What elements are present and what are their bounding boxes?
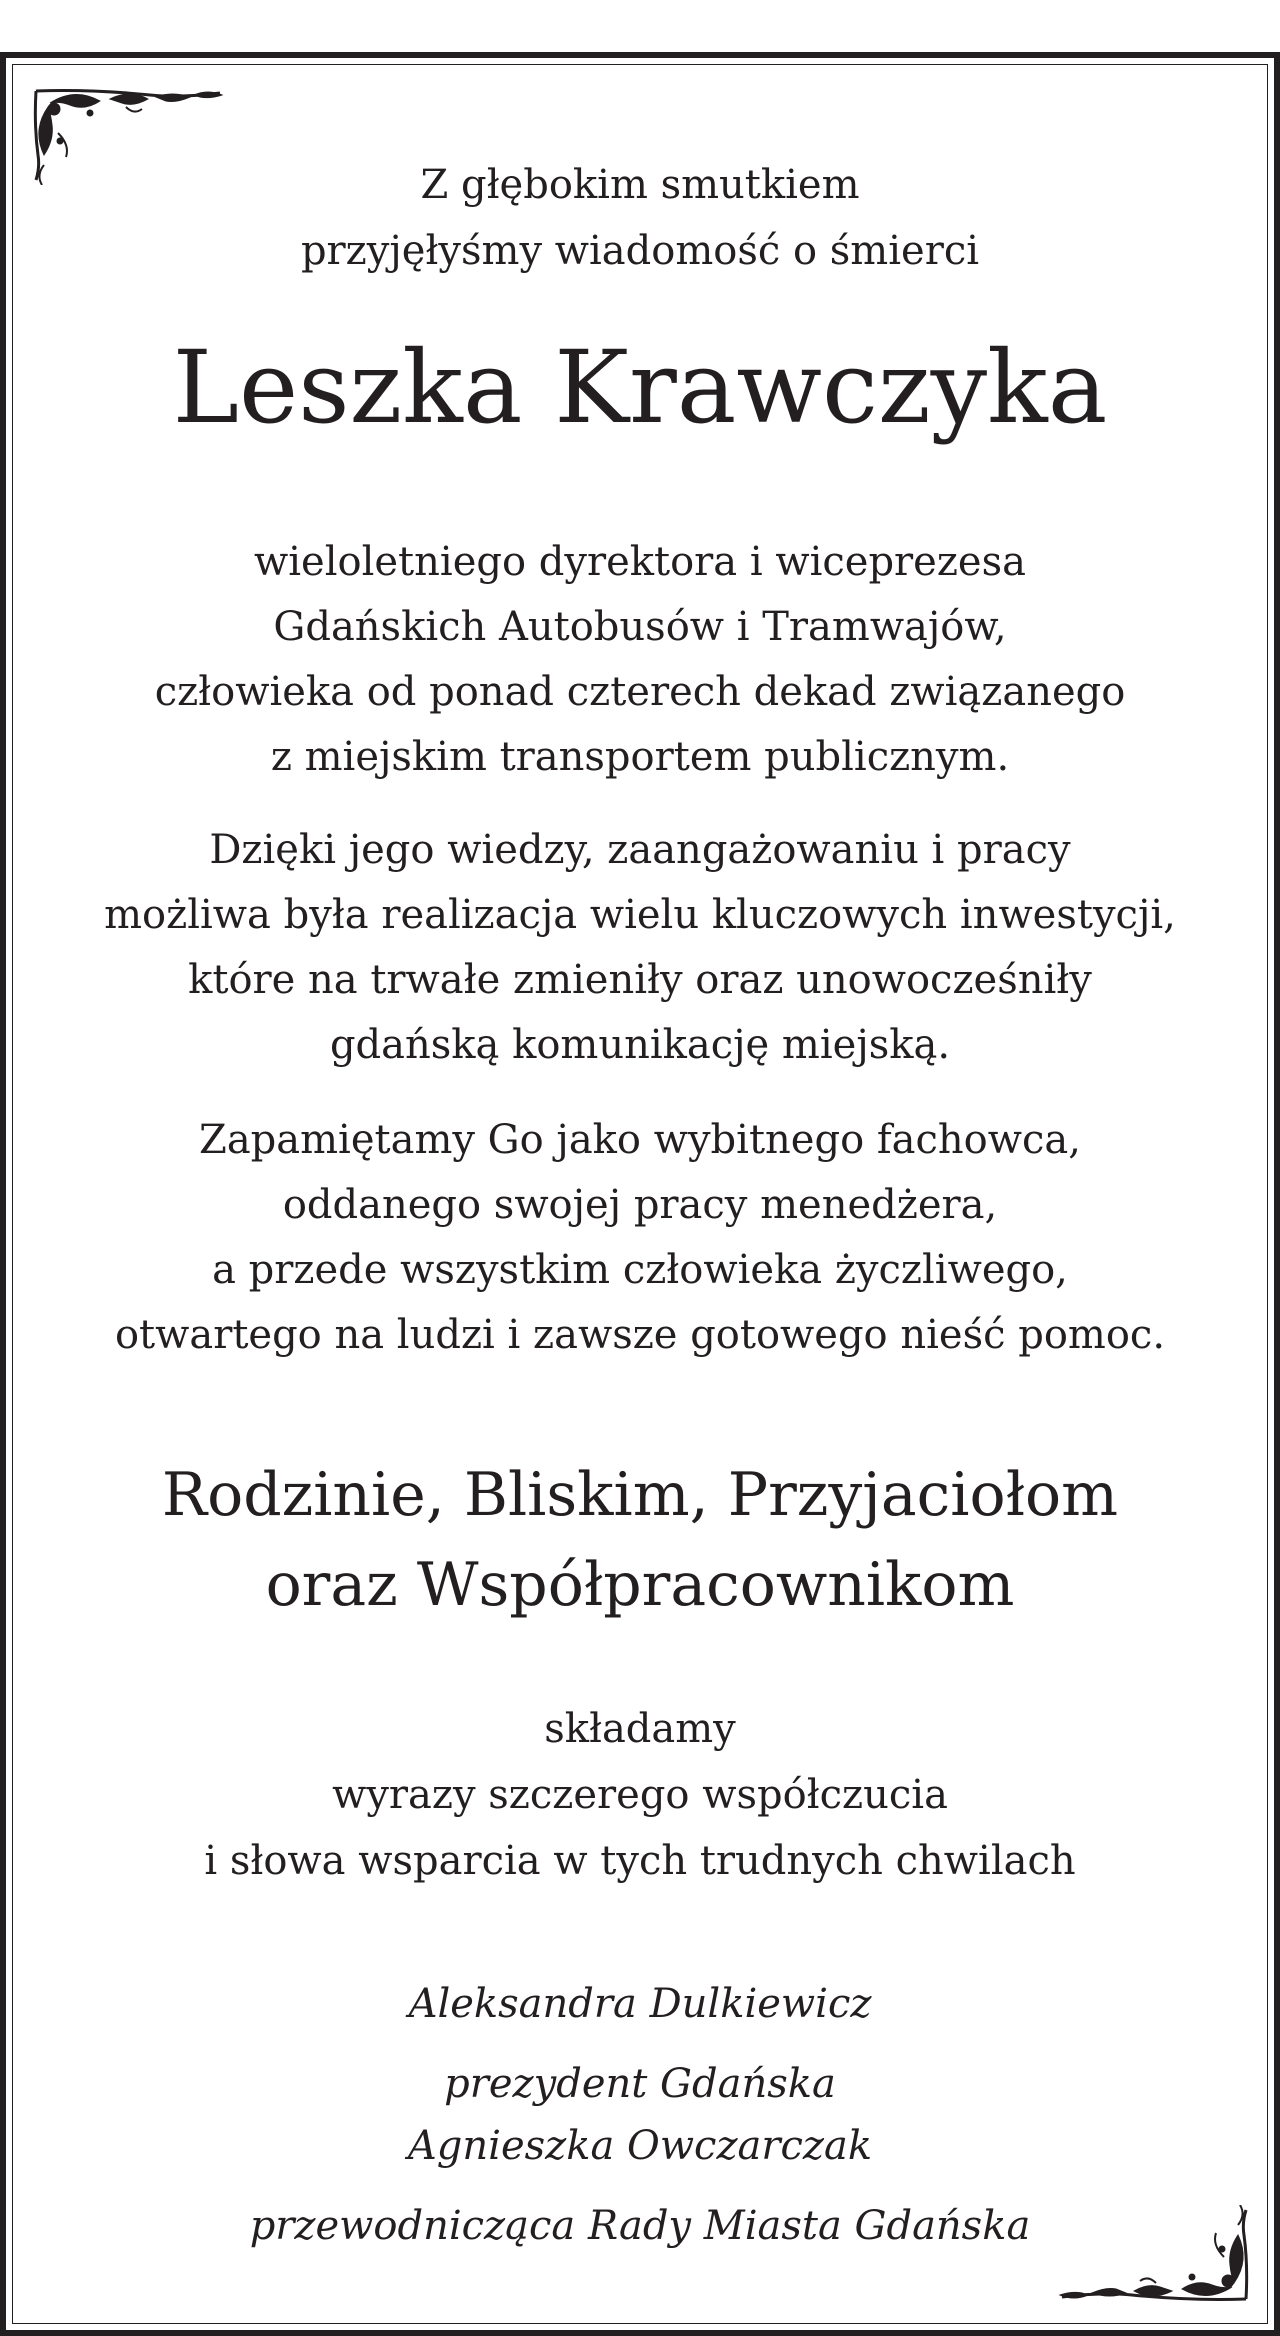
- signatory-title: przewodnicząca Rady Miasta Gdańska: [249, 2203, 1031, 2249]
- paragraph-line: gdańską komunikację miejską.: [329, 1022, 951, 1068]
- deceased-name: Leszka Krawczyka: [172, 329, 1108, 446]
- paragraph-line: oddanego swojej pracy menedżera,: [282, 1182, 998, 1228]
- paragraph-line: otwartego na ludzi i zawsze gotowego nieść pomoc.: [114, 1312, 1166, 1358]
- paragraph-role: [40, 530, 1240, 790]
- signatory-name: Aleksandra Dulkiewicz: [408, 1981, 872, 2027]
- signatory-2: [40, 2106, 1240, 2266]
- condolences-text: [40, 1696, 1240, 1894]
- condolences-line: składamy: [544, 1706, 736, 1752]
- addressees-heading: [40, 1450, 1240, 1630]
- addressees-line: oraz Współpracownikom: [265, 1550, 1015, 1620]
- signatory-title: prezydent Gdańska: [444, 2061, 836, 2107]
- paragraph-line: Dzięki jego wiedzy, zaangażowaniu i pracy: [209, 827, 1071, 873]
- paragraph-line: Gdańskich Autobusów i Tramwajów,: [273, 604, 1007, 650]
- paragraph-achievements: [40, 818, 1240, 1078]
- intro-line: Z głębokim smutkiem: [420, 162, 860, 208]
- paragraph-line: z miejskim transportem publicznym.: [270, 734, 1010, 780]
- paragraph-line: a przede wszystkim człowieka życzliwego,: [212, 1247, 1068, 1293]
- intro-text: [40, 152, 1240, 284]
- paragraph-remembrance: [40, 1108, 1240, 1368]
- intro-line: przyjęłyśmy wiadomość o śmierci: [300, 228, 980, 274]
- condolences-line: i słowa wsparcia w tych trudnych chwilach: [204, 1838, 1076, 1884]
- paragraph-line: które na trwałe zmieniły oraz unowocześniły: [188, 957, 1092, 1003]
- signatory-1: [40, 1964, 1240, 2124]
- paragraph-line: Zapamiętamy Go jako wybitnego fachowca,: [199, 1117, 1081, 1163]
- condolences-line: wyrazy szczerego współczucia: [332, 1772, 948, 1818]
- paragraph-line: możliwa była realizacja wielu kluczowych inwestycji,: [104, 892, 1176, 938]
- addressees-line: Rodzinie, Bliskim, Przyjaciołom: [161, 1460, 1119, 1530]
- paragraph-line: człowieka od ponad czterech dekad związanego: [154, 669, 1126, 715]
- signatory-name: Agnieszka Owczarczak: [407, 2123, 873, 2169]
- paragraph-line: wieloletniego dyrektora i wiceprezesa: [254, 539, 1026, 585]
